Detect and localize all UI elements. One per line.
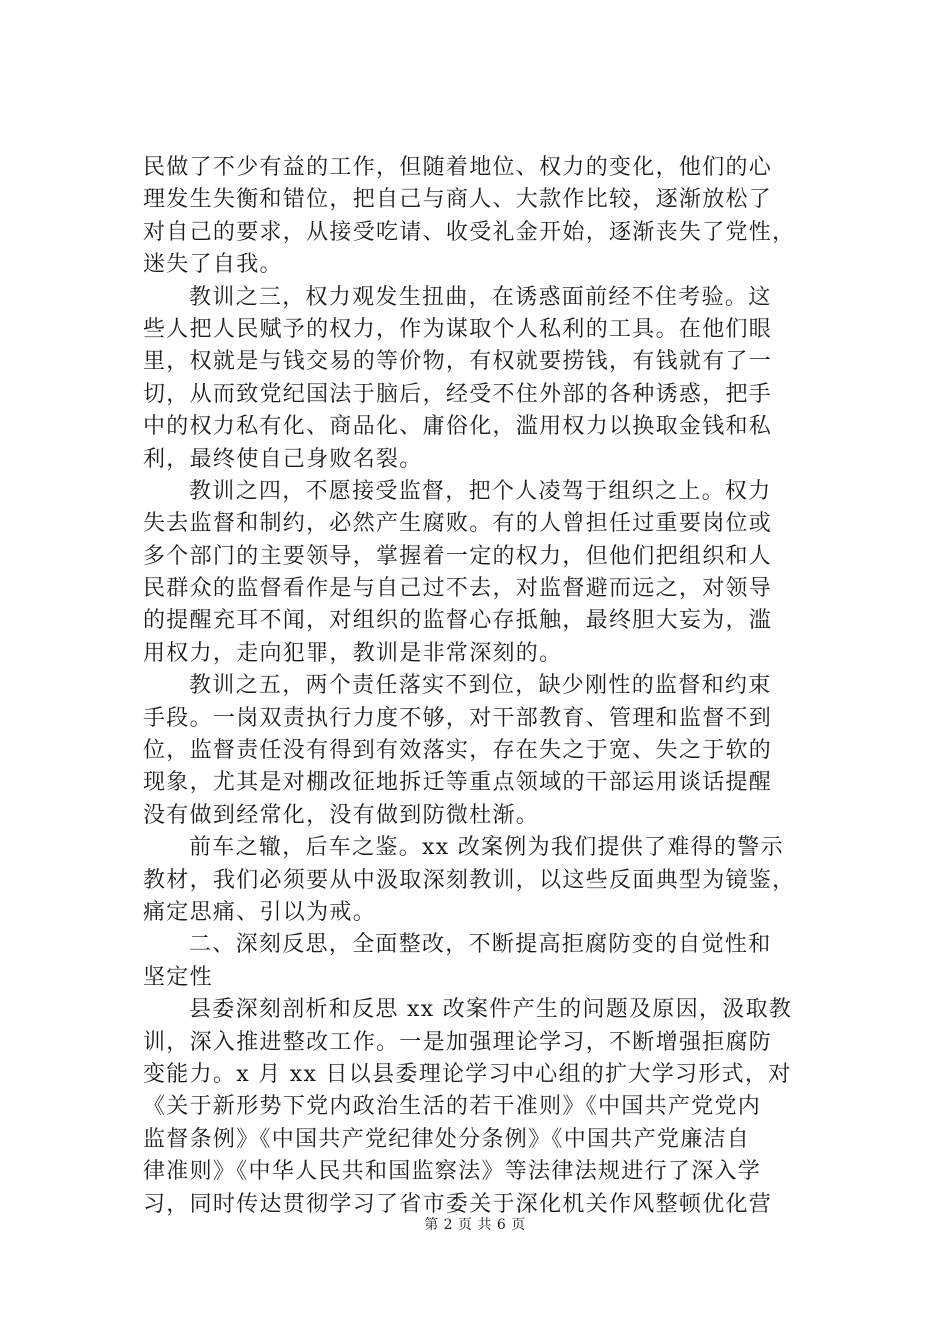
text-line: 的提醒充耳不闻，对组织的监督心存抵触，最终胆大妄为，滥 <box>143 608 773 634</box>
text-line: 教训之三，权力观发生扭曲，在诱惑面前经不住考验。这 <box>189 284 772 310</box>
text-line: 二、深刻反思，全面整改，不断提高拒腐防变的自觉性和 <box>189 932 772 958</box>
text-line: 教材，我们必须要从中汲取深刻教训，以这些反面典型为镜鉴， <box>143 867 796 893</box>
text-line: 用权力，走向犯罪，教训是非常深刻的。 <box>143 640 563 666</box>
text-line: 民群众的监督看作是与自己过不去，对监督避而远之，对领导 <box>143 576 773 602</box>
text-line: 民做了不少有益的工作，但随着地位、权力的变化，他们的心 <box>143 155 773 180</box>
text-line: 对自己的要求，从接受吃请、收受礼金开始，逐渐丧失了党性， <box>143 219 796 245</box>
text-line: 没有做到经常化，没有做到防微杜渐。 <box>143 802 540 828</box>
text-line: 变能力。x 月 xx 日以县委理论学习中心组的扩大学习形式，对 <box>143 1061 792 1087</box>
text-line: 律准则》《中华人民共和国监察法》等法律法规进行了深入学 <box>143 1159 762 1185</box>
text-line: 失去监督和制约，必然产生腐败。有的人曾担任过重要岗位或 <box>143 511 773 537</box>
page-number-footer: 第 2 页 共 6 页 <box>424 1217 526 1233</box>
text-line: 《关于新形势下党内政治生活的若干准则》《中国共产党党内 <box>143 1094 762 1120</box>
document-body <box>143 152 833 1221</box>
text-line: 理发生失衡和错位，把自己与商人、大款作比较，逐渐放松了 <box>143 187 773 213</box>
text-line: 前车之辙，后车之鉴。xx 改案例为我们提供了难得的警示 <box>189 835 784 861</box>
text-line: 位，监督责任没有得到有效落实，存在失之于宽、失之于软的 <box>143 738 773 764</box>
text-line: 痛定思痛、引以为戒。 <box>143 899 377 925</box>
text-line: 里，权就是与钱交易的等价物，有权就要捞钱，有钱就有了一 <box>143 349 773 375</box>
text-line: 迷失了自我。 <box>143 252 283 278</box>
text-line: 些人把人民赋予的权力，作为谋取个人私利的工具。在他们眼 <box>143 316 773 342</box>
text-line: 习，同时传达贯彻学习了省市委关于深化机关作风整顿优化营 <box>143 1191 773 1217</box>
text-line: 多个部门的主要领导，掌握着一定的权力，但他们把组织和人 <box>143 543 773 569</box>
text-line: 坚定性 <box>143 964 213 990</box>
text-line: 教训之四，不愿接受监督，把个人凌驾于组织之上。权力 <box>189 478 772 504</box>
text-line: 手段。一岗双责执行力度不够，对干部教育、管理和监督不到 <box>143 705 773 731</box>
text-line: 切，从而致党纪国法于脑后，经受不住外部的各种诱惑，把手 <box>143 381 773 407</box>
text-line: 教训之五，两个责任落实不到位，缺少刚性的监督和约束 <box>189 673 772 699</box>
text-line: 县委深刻剖析和反思 xx 改案件产生的问题及原因，汲取教 <box>189 997 793 1023</box>
text-line: 监督条例》《中国共产党纪律处分条例》《中国共产党廉洁自 <box>143 1126 751 1152</box>
text-line: 利，最终使自己身败名裂。 <box>143 446 423 472</box>
text-line: 训，深入推进整改工作。一是加强理论学习，不断增强拒腐防 <box>143 1029 773 1055</box>
text-line: 现象，尤其是对棚改征地拆迁等重点领域的干部运用谈话提醒 <box>143 770 773 796</box>
text-line: 中的权力私有化、商品化、庸俗化，滥用权力以换取金钱和私 <box>143 414 773 440</box>
